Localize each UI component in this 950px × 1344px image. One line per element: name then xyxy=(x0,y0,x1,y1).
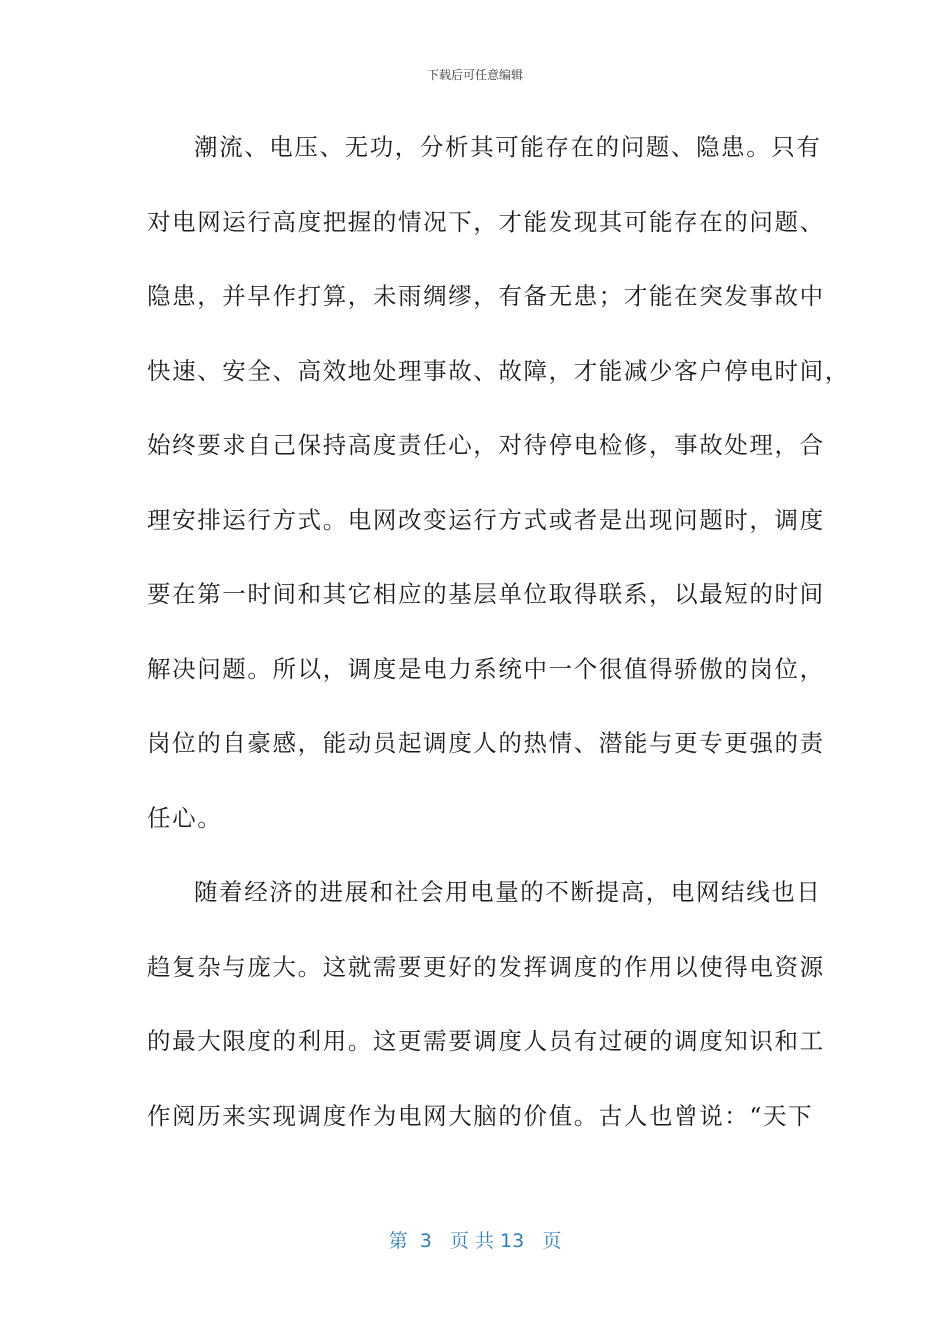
paragraph-1-line-10: 任心。 xyxy=(147,803,223,832)
paragraph-2-line-3: 的最大限度的利用。这更需要调度人员有过硬的调度知识和工 xyxy=(147,1027,825,1055)
document-body xyxy=(147,127,850,1170)
paragraph-1-line-1: 潮流、电压、无功，分析其可能存在的问题、隐患。只有 xyxy=(194,133,822,161)
paragraph-1-line-2: 对电网运行高度把握的情况下，才能发现其可能存在的问题、 xyxy=(147,207,825,236)
paragraph-1-line-8: 解决问题。所以，调度是电力系统中一个很值得骄傲的岗位， xyxy=(147,654,825,683)
paragraph-1-line-6: 理安排运行方式。电网改变运行方式或者是出现问题时，调度 xyxy=(147,505,825,534)
paragraph-2-line-2: 趋复杂与庞大。这就需要更好的发挥调度的作用以使得电资源 xyxy=(147,952,825,981)
paragraph-1-line-7: 要在第一时间和其它相应的基层单位取得联系，以最短的时间 xyxy=(147,580,825,608)
paragraph-1-line-4: 快速、安全、高效地处理事故、故障，才能减少客户停电时间， xyxy=(147,356,850,385)
paragraph-1-line-5: 始终要求自己保持高度责任心，对待停电检修，事故处理，合 xyxy=(147,431,825,459)
paragraph-2-line-1: 随着经济的进展和社会用电量的不断提高，电网结线也日 xyxy=(194,878,822,906)
paragraph-1-line-9: 岗位的自豪感，能动员起调度人的热情、潜能与更专更强的责 xyxy=(147,729,825,757)
paragraph-1-line-3: 隐患，并早作打算，未雨绸缪，有备无患；才能在突发事故中 xyxy=(147,282,825,310)
page-header: 下载后可任意编辑 xyxy=(426,68,523,82)
paragraph-2-line-4: 作阅历来实现调度作为电网大脑的价值。古人也曾说：“天下 xyxy=(147,1101,814,1130)
page-number-footer: 第 3 页 共 13 页 xyxy=(388,1230,562,1252)
